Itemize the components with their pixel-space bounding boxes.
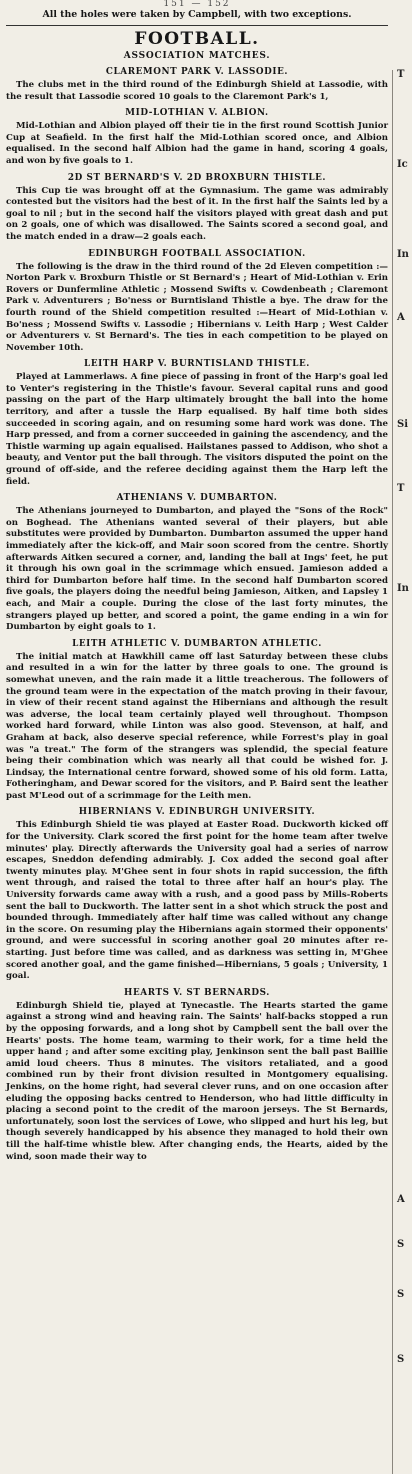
clipped-text-fragment: S xyxy=(397,1239,405,1250)
match-report-text: The Athenians journeyed to Dumbarton, and played the "Sons of the Rock" on Boghead. The Athenians wanted several of their players, but able substitutes were provided by Dumbarton. Dumbarton assumed the upper hand immediately after the kick-off, and Mair soon scored from the centre. Shortly afterwards Aitken secured a corner, and, landing the ball at Ings' feet, he put it through his own goal in the scrimmage which ensued. Jamieson added a third for Dumbarton before half time. In the second half Dumbarton scored five goals, the players doing the needful being Jamieson, Aitken, and Lapsley 1 each, and Mair a couple. During the close of the last forty minutes, the strangers played up better, and scored a point, the game ending in a win for Dumbarton by eight goals to 1. xyxy=(6,506,388,633)
match-headline: 2D ST BERNARD'S V. 2D BROXBURN THISTLE. xyxy=(67,172,327,183)
column-rule xyxy=(392,70,393,1474)
sub-section-heading: ASSOCIATION MATCHES. xyxy=(123,51,271,61)
clipped-text-fragment: In xyxy=(397,583,409,594)
match-report-text: Edinburgh Shield tie, played at Tynecastle. The Hearts started the game against a strong wind and heaving rain. The Saints' half-backs stopped a run by the opposing forwards, and a long shot by Campbell sent the ball over the Hearts' posts. The home team, warming to their work, for a time held the upper hand ; and after some exciting play, Jenkinson sent the ball past Baillie amid loud cheers. Thus 8 minutes. The visitors retaliated, and a good combined run by their front division resulted in Montgomery equalising. Jenkins, on the home right, had several clever runs, and on one occasion after eluding the opposing backs centred to Henderson, who had little difficulty in placing a second point to the credit of the maroon jerseys. The St Bernards, unfortunately, soon lost the services of Lowe, who slipped and hurt his leg, but though severely handicapped by his absence they managed to hold their own till the half-time whistle blew. After changing ends, the Hearts, aided by the wind, soon made their way to xyxy=(6,1000,388,1162)
clipped-text-fragment: S xyxy=(397,1354,405,1365)
match-report-text: Played at Lammerlaws. A fine piece of passing in front of the Harp's goal led to Venter's registering in the Thistle's favour. Several capital runs and good passing on the part of the Harp ultimately brought the ball into the home territory, and after a tussle the Harp equalised. By half time both sides succeeded in scoring again, and on resuming some hard work was done. The Harp pressed, and from a corner succeeded in gaining the ascendency, and the Thistle warming up again equalised. Hailstanes passed to Addison, who shot a beauty, and Ventor put the ball through. The visitors disputed the point on the ground of off-side, and the referee deciding against them the Harp left the field. xyxy=(6,372,388,487)
match-headline: MID-LOTHIAN V. ALBION. xyxy=(125,108,269,119)
match-headline: ATHENIANS V. DUMBARTON. xyxy=(116,493,278,504)
match-report xyxy=(6,106,388,167)
match-report xyxy=(6,805,388,982)
section-title: FOOTBALL. xyxy=(134,29,260,49)
match-headline: CLAREMONT PARK V. LASSODIE. xyxy=(105,67,289,77)
section-divider xyxy=(6,25,388,26)
match-report xyxy=(6,65,388,103)
page-folio: 151 — 152 xyxy=(163,0,231,9)
clipped-text-fragment: Ic xyxy=(397,159,408,170)
match-headline: HEARTS V. ST BERNARDS. xyxy=(124,987,270,998)
match-report xyxy=(6,491,388,634)
clipped-text-fragment: In xyxy=(397,249,409,260)
match-headline: EDINBURGH FOOTBALL ASSOCIATION. xyxy=(88,248,306,259)
match-report-text: The following is the draw in the third round of the 2d Eleven competition :—Norton Park v. Broxburn Thistle or St Bernard's ; Heart of Mid-Lothian v. Erin Rovers or Dunfermline Athletic ; Mossend Swifts v. Cowdenbeath ; Claremont Park v. Adventurers ; Bo'ness or Burntisland Thistle a bye. The draw for the fourth round of the Shield competition resulted :—Heart of Mid-Lothian v. Bo'ness ; Mossend Swifts v. Lassodie ; Hibernians v. Leith Harp ; West Calder or Adventurers v. St Bernard's. The ties in each competition to be played on November 10th. xyxy=(6,261,388,353)
match-report-text: This Edinburgh Shield tie was played at Easter Road. Duckworth kicked off for the University. Clark scored the first point for the home team after twelve minutes' play. Directly afterwards the University goal had a series of narrow escapes, Sneddon defending admirably. J. Cox added the second goal after twenty minutes play. M'Ghee sent in four shots in rapid succession, the fifth went through, and raised the total to three after half an hour's play. The University forwards came away with a rush, and a good pass by Mills-Roberts sent the ball to Duckworth. The latter sent in a shot which struck the post and bounded through. Immediately after half time was called without any change in the score. On resuming play the Hibernians again stormed their opponents' ground, and were successful in scoring another goal 20 minutes after re-starting. Just before time was called, and as darkness was setting in, M'Ghee scored another goal, and the game finished—Hibernians, 5 goals ; University, 1 goal. xyxy=(6,820,388,982)
clipped-text-fragment: S xyxy=(397,1289,405,1300)
match-headline: HIBERNIANS V. EDINBURGH UNIVERSITY. xyxy=(78,807,316,818)
clipped-text-fragment: A xyxy=(397,312,405,323)
match-report-text: The initial match at Hawkhill came off last Saturday between these clubs and resulted in a win for the latter by three goals to one. The ground is somewhat uneven, and the rain made it a little treacherous. The followers of the ground team were in the expectation of the match proving in their favour, in view of their recent stand against the Hibernians and although the result was adverse, the local team certainly played well throughout. Thompson worked hard forward, while Linton was also good. Stevenson, at half, and Graham at back, also deserve special reference, while Forrest's play in goal was "a treat." The form of the strangers was splendid, the special feature being their combination which was nearly all that could be wished for. J. Lindsay, the International centre forward, showed some of his old form. Latta, Fotheringham, and Dewar scored for the visitors, and P. Baird sent the leather past M'Leod out of a scrimmage for the Leith men. xyxy=(6,651,388,801)
match-report-text: The clubs met in the third round of the Edinburgh Shield at Lassodie, with the result that Lassodie scored 10 goals to the Claremont Park's 1, xyxy=(6,80,388,102)
football-column xyxy=(6,0,388,1163)
match-report-text: This Cup tie was brought off at the Gymnasium. The game was admirably contested but the visitors had the best of it. In the first half the Saints led by a goal to nil ; but in the second half the visitors played with great dash and put on 2 goals, one of which was disallowed. The Saints scored a second goal, and the match ended in a draw—2 goals each. xyxy=(6,185,388,242)
match-report xyxy=(6,171,388,244)
clipped-text-fragment: A xyxy=(397,1194,405,1205)
match-report xyxy=(6,986,388,1163)
match-report xyxy=(6,637,388,803)
clipped-text-fragment: T xyxy=(397,483,405,494)
adjacent-column-edge xyxy=(394,0,412,1474)
clipped-text-fragment: Si xyxy=(397,419,409,430)
match-headline: LEITH HARP V. BURNTISLAND THISTLE. xyxy=(84,359,310,370)
clipped-text-fragment: T xyxy=(397,69,405,80)
match-headline: LEITH ATHLETIC V. DUMBARTON ATHLETIC. xyxy=(72,638,322,649)
association-notice xyxy=(6,247,388,355)
match-report xyxy=(6,357,388,488)
golf-report-closing-line: All the holes were taken by Campbell, with two exceptions. xyxy=(42,9,352,20)
match-report-text: Mid-Lothian and Albion played off their tie in the first round Scottish Junior Cup at Seafield. In the first half the Mid-Lothian scored once, and Albion equalised. In the second half Albion had the game in hand, scoring 4 goals, and won by five goals to 1. xyxy=(6,121,388,166)
